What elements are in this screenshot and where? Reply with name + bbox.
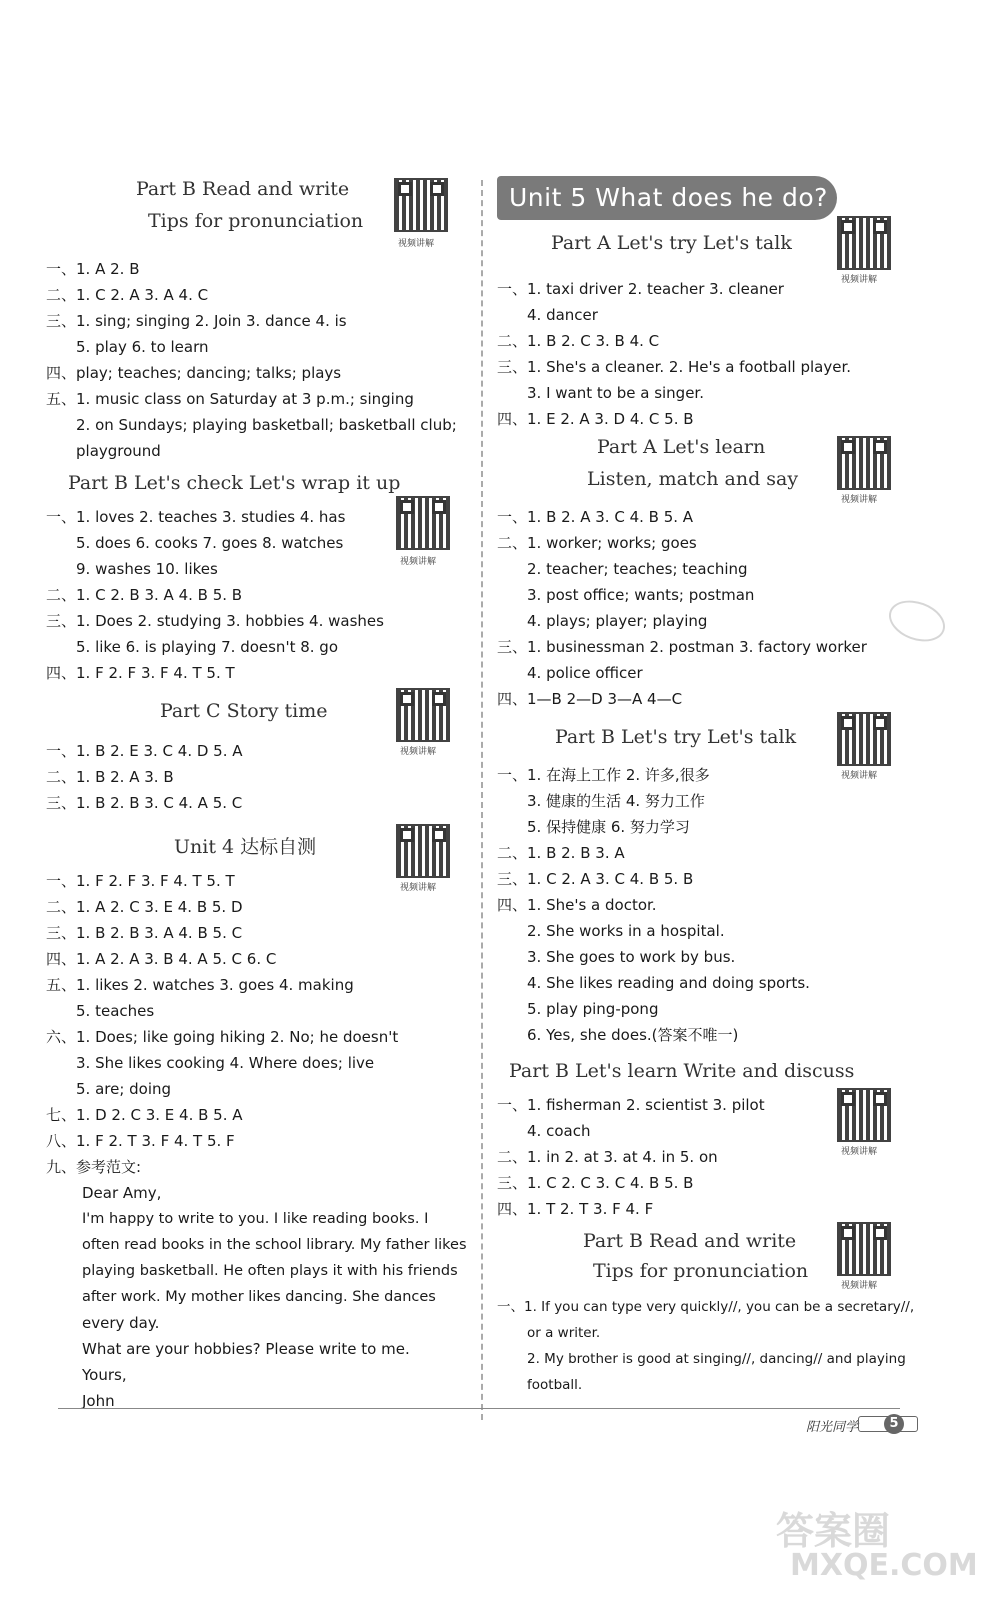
answer-line: 3. post office; wants; postman <box>527 586 755 604</box>
watermark: 答案圈 <box>776 1509 891 1553</box>
section-title: Part B Let's try Let's talk <box>555 726 797 748</box>
essay-line: Dear Amy, <box>82 1184 162 1202</box>
answer-line: 5. are; doing <box>76 1080 172 1098</box>
answer-line: 4. police officer <box>527 664 643 682</box>
answer-line: 四、1—B 2—D 3—A 4—C <box>497 690 683 708</box>
answer-line: 3. She goes to work by bus. <box>527 948 736 966</box>
unit-title-banner: Unit 5 What does he do? <box>497 176 837 220</box>
answer-line: 四、1. She's a doctor. <box>497 896 657 914</box>
answer-line: 五、1. music class on Saturday at 3 p.m.; singing <box>46 390 414 408</box>
qr-code-icon[interactable] <box>394 178 448 232</box>
qr-caption: 视频讲解 <box>400 557 437 567</box>
qr-caption: 视频讲解 <box>841 275 878 285</box>
section-subtitle: Listen, match and say <box>587 468 799 490</box>
answer-line: 一、1. 在海上工作 2. 许多,很多 <box>497 766 710 784</box>
section-title: Part B Read and write <box>136 178 350 200</box>
answer-line: 3. I want to be a singer. <box>527 384 704 402</box>
answer-line: 5. does 6. cooks 7. goes 8. watches <box>76 534 344 552</box>
section-title: Unit 4 达标自测 <box>174 836 317 858</box>
section-title: Part C Story time <box>160 700 328 722</box>
answer-line: 2. teacher; teaches; teaching <box>527 560 748 578</box>
answer-line: 5. play 6. to learn <box>76 338 209 356</box>
answer-line: 2. My brother is good at singing//, dancing// and playing <box>527 1351 906 1367</box>
answer-line: 一、1. loves 2. teaches 3. studies 4. has <box>46 508 346 526</box>
answer-line: 二、1. A 2. C 3. E 4. B 5. D <box>46 898 243 916</box>
answer-line: 四、1. F 2. F 3. F 4. T 5. T <box>46 664 235 682</box>
answer-line: 七、1. D 2. C 3. E 4. B 5. A <box>46 1106 243 1124</box>
essay-line: after work. My mother likes dancing. She dances <box>82 1289 436 1305</box>
footer-rule <box>58 1408 900 1409</box>
answer-line: 二、1. B 2. A 3. B <box>46 768 174 786</box>
essay-line: I'm happy to write to you. I like reading books. I <box>82 1211 429 1227</box>
answer-line: 二、1. B 2. C 3. B 4. C <box>497 332 660 350</box>
answer-line: 四、1. A 2. A 3. B 4. A 5. C 6. C <box>46 950 277 968</box>
answer-line: playground <box>76 442 161 460</box>
answer-line: 三、1. She's a cleaner. 2. He's a football player. <box>497 358 852 376</box>
answer-line: 6. Yes, she does.(答案不唯一) <box>527 1026 739 1044</box>
answer-line: 4. dancer <box>527 306 598 324</box>
qr-code-icon[interactable] <box>837 436 891 490</box>
answer-line: 一、1. B 2. A 3. C 4. B 5. A <box>497 508 694 526</box>
answer-line: 三、1. C 2. C 3. C 4. B 5. B <box>497 1174 694 1192</box>
qr-code-icon[interactable] <box>837 1088 891 1142</box>
essay-line: What are your hobbies? Please write to me. <box>82 1340 410 1358</box>
qr-caption: 视频讲解 <box>841 1147 878 1157</box>
essay-line: often read books in the school library. My father likes <box>82 1237 467 1253</box>
qr-code-icon[interactable] <box>396 824 450 878</box>
section-header <box>497 1222 917 1294</box>
answer-line: 9. washes 10. likes <box>76 560 218 578</box>
answer-line: or a writer. <box>527 1325 601 1341</box>
essay-line: Yours, <box>82 1366 127 1384</box>
answer-line: 2. She works in a hospital. <box>527 922 725 940</box>
qr-code-icon[interactable] <box>837 1222 891 1276</box>
section-title: Part B Let's learn Write and discuss <box>509 1060 855 1082</box>
answer-line: 三、1. B 2. B 3. C 4. A 5. C <box>46 794 243 812</box>
answer-line: 4. coach <box>527 1122 591 1140</box>
right-column <box>497 176 917 1398</box>
answer-line: 一、1. B 2. E 3. C 4. D 5. A <box>46 742 243 760</box>
answer-line: 三、1. B 2. B 3. A 4. B 5. C <box>46 924 243 942</box>
section-title: Part B Let's check Let's wrap it up <box>68 472 401 494</box>
qr-caption: 视频讲解 <box>400 747 437 757</box>
answer-line: 三、1. sing; singing 2. Join 3. dance 4. is <box>46 312 347 330</box>
answer-line: 2. on Sundays; playing basketball; basketball club; <box>76 416 457 434</box>
answer-line: 5. teaches <box>76 1002 155 1020</box>
answer-line: 5. like 6. is playing 7. doesn't 8. go <box>76 638 338 656</box>
answer-line: 六、1. Does; like going hiking 2. No; he doesn't <box>46 1028 399 1046</box>
left-column <box>46 170 466 1414</box>
answer-line: 四、1. T 2. T 3. F 4. F <box>497 1200 654 1218</box>
section-header <box>497 230 917 285</box>
answer-line: 一、1. taxi driver 2. teacher 3. cleaner <box>497 280 784 298</box>
answer-line: 3. 健康的生活 4. 努力工作 <box>527 792 705 810</box>
qr-caption: 视频讲解 <box>841 495 878 505</box>
section-title: Part A Let's learn <box>597 436 766 458</box>
answer-line: 三、1. C 2. A 3. C 4. B 5. B <box>497 870 694 888</box>
section-title: Part B Read and write <box>583 1230 797 1252</box>
essay-line: every day. <box>82 1314 160 1332</box>
answer-line: 三、1. businessman 2. postman 3. factory worker <box>497 638 867 656</box>
qr-caption: 视频讲解 <box>400 883 437 893</box>
answer-line: football. <box>527 1377 583 1393</box>
answer-line: 一、1. F 2. F 3. F 4. T 5. T <box>46 872 235 890</box>
answer-line: 4. plays; player; playing <box>527 612 708 630</box>
answer-line: 5. play ping-pong <box>527 1000 659 1018</box>
answer-line: 三、1. Does 2. studying 3. hobbies 4. washes <box>46 612 384 630</box>
answer-line: 一、1. If you can type very quickly//, you can be a secretary//, <box>497 1299 915 1315</box>
essay-line: John <box>82 1392 115 1410</box>
answer-line: 5. 保持健康 6. 努力学习 <box>527 818 690 836</box>
qr-code-icon[interactable] <box>837 712 891 766</box>
qr-code-icon[interactable] <box>396 688 450 742</box>
answer-line: 五、1. likes 2. watches 3. goes 4. making <box>46 976 354 994</box>
answer-line: 二、1. worker; works; goes <box>497 534 697 552</box>
page-number: 5 <box>884 1414 904 1434</box>
qr-caption: 视频讲解 <box>841 771 878 781</box>
answer-line: 八、1. F 2. T 3. F 4. T 5. F <box>46 1132 235 1150</box>
section-header <box>497 1048 917 1092</box>
watermark-url: MXQE.COM <box>790 1548 978 1583</box>
answer-line: 3. She likes cooking 4. Where does; live <box>76 1054 375 1072</box>
column-divider <box>481 180 483 1420</box>
section-subtitle: Tips for pronunciation <box>148 210 364 232</box>
answer-line: 四、play; teaches; dancing; talks; plays <box>46 364 342 382</box>
section-subtitle: Tips for pronunciation <box>593 1260 809 1282</box>
answer-line: 四、1. E 2. A 3. D 4. C 5. B <box>497 410 694 428</box>
essay-line: playing basketball. He often plays it with his friends <box>82 1263 458 1279</box>
answer-line: 二、1. C 2. A 3. A 4. C <box>46 286 209 304</box>
answer-line: 二、1. B 2. B 3. A <box>497 844 625 862</box>
answer-line: 4. She likes reading and doing sports. <box>527 974 810 992</box>
qr-caption: 视频讲解 <box>841 1281 878 1291</box>
section-header <box>46 170 466 256</box>
brand-logo: 阳光同学 <box>806 1420 859 1435</box>
qr-code-icon[interactable] <box>837 216 891 270</box>
answer-line: 二、1. C 2. B 3. A 4. B 5. B <box>46 586 243 604</box>
qr-code-icon[interactable] <box>396 496 450 550</box>
qr-caption: 视频讲解 <box>398 239 435 249</box>
answer-line: 一、1. fisherman 2. scientist 3. pilot <box>497 1096 765 1114</box>
answer-line: 一、1. A 2. B <box>46 260 140 278</box>
answer-line: 九、参考范文: <box>46 1158 142 1176</box>
answer-line: 二、1. in 2. at 3. at 4. in 5. on <box>497 1148 718 1166</box>
section-title: Part A Let's try Let's talk <box>551 232 792 254</box>
section-header <box>497 432 917 504</box>
